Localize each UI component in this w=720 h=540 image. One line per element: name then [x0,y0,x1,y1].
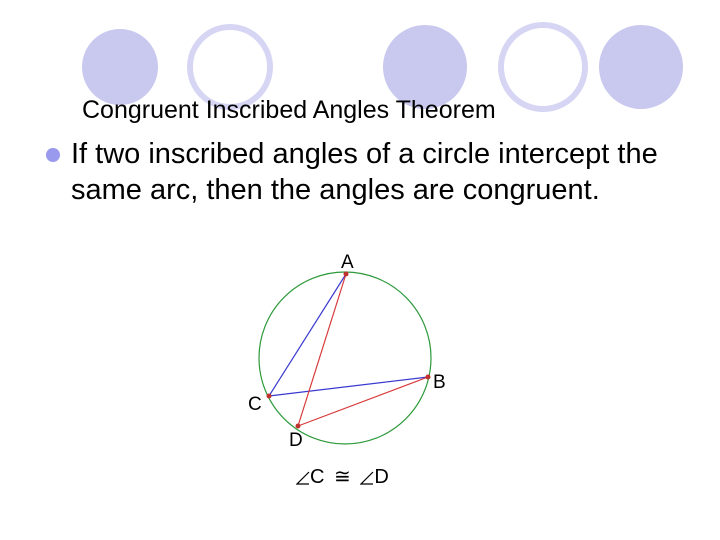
chord-ad [298,274,346,426]
point-c [267,394,272,399]
chord-ac [269,274,346,396]
point-b [426,375,431,380]
theorem-statement: If two inscribed angles of a circle intercept the same arc, then the angles are congruent. [71,138,658,206]
label-d: D [289,430,303,451]
angle-c-label: C [310,466,325,488]
angle-d-label: D [374,466,389,488]
point-d [296,424,301,429]
label-b: B [433,372,446,393]
label-a: A [341,252,354,273]
congruence-statement [296,464,389,489]
label-c: C [248,394,262,415]
angle-icon [360,471,374,485]
congruent-symbol: ≅ [334,466,351,488]
angle-icon [296,471,310,485]
slide-title: Congruent Inscribed Angles Theorem [82,96,496,124]
circle [259,272,431,444]
